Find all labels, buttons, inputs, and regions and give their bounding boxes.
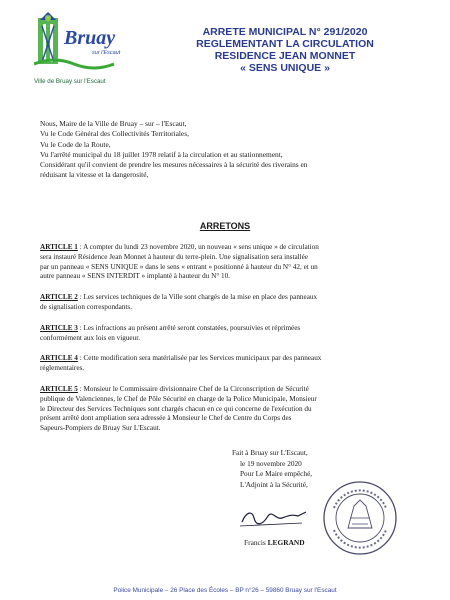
article-text: Sapeurs-Pompiers de Bruay Sur L'Escaut. xyxy=(40,424,161,433)
title-line-1: ARRETE MUNICIPAL N° 291/2020 xyxy=(202,26,368,38)
article-label: ARTICLE 3 xyxy=(40,323,78,332)
article-text: par un panneau « SENS UNIQUE » dans le sens « entrant » positionné à hauteur du N° 42, et un xyxy=(40,262,318,271)
preamble xyxy=(40,119,420,181)
handwritten-signature-icon xyxy=(232,502,312,532)
article-5 xyxy=(40,385,420,434)
preamble-line: Vu l'arrêté municipal du 18 juillet 1978 relatif à la circulation et au stationnement, xyxy=(40,149,283,159)
logo-brand-sub: sur l'Escaut xyxy=(92,50,121,56)
article-label: ARTICLE 4 xyxy=(40,354,78,363)
articles xyxy=(40,243,420,445)
article-text: conformément aux lois en vigueur. xyxy=(40,333,140,342)
article-text: réglementaires. xyxy=(40,364,85,373)
article-label: ARTICLE 2 xyxy=(40,293,78,302)
article-4 xyxy=(40,354,420,374)
article-text: : Les infractions au présent arrêté seront constatées, poursuivies et réprimées xyxy=(77,323,301,332)
article-text: le Directeur des Services Techniques sont chargés chacun en ce qui concerne de l'exécution du xyxy=(40,404,312,413)
page-footer: Police Municipale – 26 Place des Écoles – BP n°26 – 59860 Bruay sur l'Escaut xyxy=(113,587,337,594)
title-line-4: « SENS UNIQUE » xyxy=(240,62,330,74)
article-1 xyxy=(40,243,420,282)
signature-place: Fait à Bruay sur L'Escaut, xyxy=(232,448,308,457)
preamble-line: Nous, Maire de la Ville de Bruay – sur – l'Escaut, xyxy=(40,119,187,128)
signatory-last-name: LEGRAND xyxy=(267,538,305,547)
preamble-line: Vu le Code de la Route, xyxy=(40,139,111,149)
article-label: ARTICLE 1 xyxy=(40,243,78,251)
title-line-2: REGLEMENTANT LA CIRCULATION xyxy=(196,38,374,50)
preamble-line: Considérant qu'il convient de prendre les mesures nécessaires à la sécurité des riverains en xyxy=(40,160,308,170)
bruay-logo-icon xyxy=(34,8,126,70)
logo-brand-text: Bruay xyxy=(64,27,116,49)
signature-role: L'Adjoint à la Sécurité, xyxy=(240,479,308,489)
article-text: : Les services techniques de la Ville sont chargés de la mise en place des panneaux xyxy=(77,293,318,302)
preamble-line: réduisant la vitesse et la dangerosité, xyxy=(40,170,149,180)
city-seal-stamp-icon xyxy=(320,478,400,558)
signatory-first-name: Francis xyxy=(244,538,266,547)
article-text: : A compter du lundi 23 novembre 2020, un nouveau « sens unique » de circulation xyxy=(77,243,319,251)
article-3 xyxy=(40,324,420,344)
article-text: : Monsieur le Commissaire divisionnaire Chef de la Circonscription de Sécurité xyxy=(77,384,309,393)
article-text: publique de Valenciennes, le Chef de Pôle Sécurité en charge de la Police Municipale, Monsieur xyxy=(40,394,317,403)
signature-for-mayor: Pour Le Maire empêché, xyxy=(240,469,313,479)
city-logo xyxy=(34,8,126,80)
article-text: : Cette modification sera matérialisée par les Services municipaux par des panneaux xyxy=(77,354,322,363)
article-2 xyxy=(40,293,420,313)
article-text: de signalisation correspondants. xyxy=(40,302,133,311)
article-text: autre panneau « SENS INTERDIT » implanté à hauteur du N° 10. xyxy=(40,272,230,281)
title-line-3: RESIDENCE JEAN MONNET xyxy=(214,50,356,62)
article-label: ARTICLE 5 xyxy=(40,384,78,393)
document-title xyxy=(150,26,420,74)
arretons-heading: ARRETONS xyxy=(199,221,251,231)
signature-date: le 19 novembre 2020 xyxy=(240,458,302,468)
signatory-name xyxy=(244,538,305,547)
preamble-line: Vu le Code Général des Collectivités Territoriales, xyxy=(40,129,189,139)
article-text: sera instauré Résidence Jean Monnet à hauteur du terre-plein. Une signalisation sera installée xyxy=(40,252,309,261)
article-text: présent arrêté dont ampliation sera adressée à Monsieur le Chef de Centre du Corps des xyxy=(40,414,292,423)
logo-caption: Ville de Bruay sur l'Escaut xyxy=(34,78,106,85)
